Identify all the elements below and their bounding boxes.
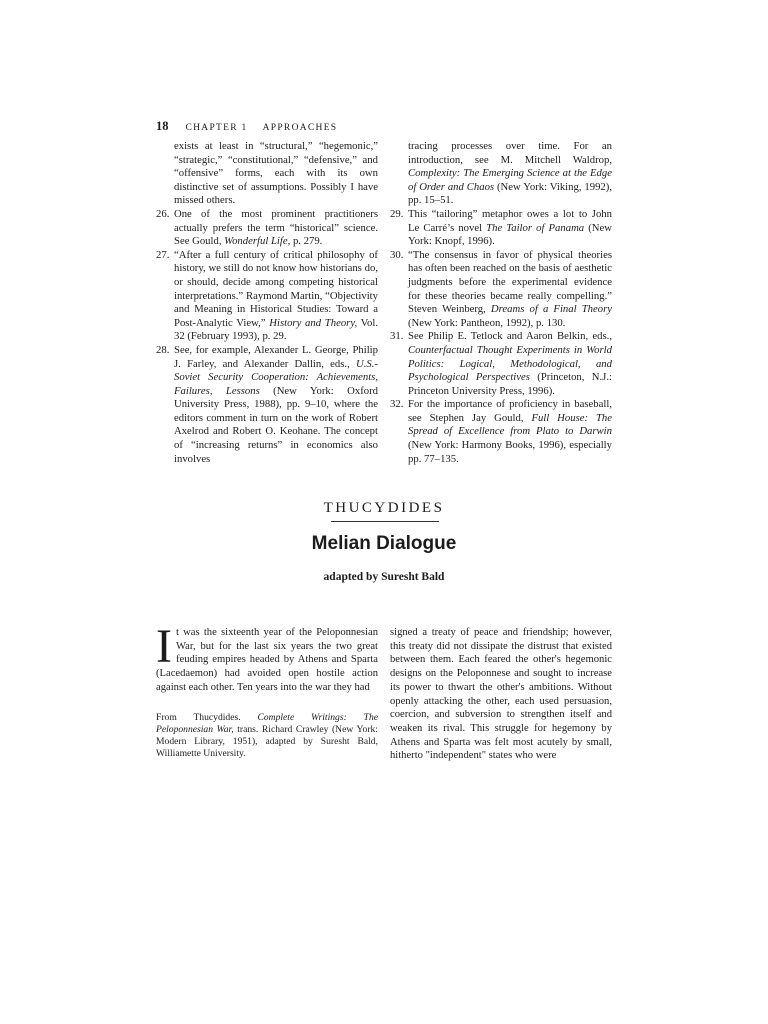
note-29 — [390, 208, 612, 249]
note-text: One of the most prominent practitioners actually prefers the term “historical” science. See Gould, — [174, 207, 378, 248]
note-text: See, for example, Alexander L. George, Philip J. Farley, and Alexander Dallin, eds., — [174, 343, 378, 370]
note-title: U.S.-Soviet Security Cooperation: Achievements, Failures, Lessons — [174, 357, 378, 397]
note-text: (New York: Oxford University Press, 1988), pp. 9–10, where the editors comment in turn on the work of Robert Axelrod and Robert O. Keohane. The concept of “increasing returns” in economics also involves — [174, 384, 379, 465]
note-number: 26. — [156, 207, 170, 220]
note-text: (New York: Viking, 1992), pp. 15–51. — [408, 180, 612, 207]
article-title: Melian Dialogue — [311, 533, 457, 554]
note-text: This “tailoring” metaphor owes a lot to John Le Carré’s novel — [408, 207, 612, 234]
note-number: 27. — [156, 248, 170, 261]
note-28 — [156, 344, 378, 466]
note-25-continuation — [156, 140, 378, 208]
note-number: 31. — [390, 330, 404, 343]
note-text: For the importance of proficiency in baseball, see Stephen Jay Gould, — [408, 398, 612, 424]
note-number: 28. — [156, 343, 170, 356]
note-31 — [390, 330, 612, 398]
drop-cap: I — [156, 620, 172, 673]
author-divider — [331, 521, 439, 522]
note-27 — [156, 249, 378, 344]
note-30 — [390, 249, 612, 331]
section-label: APPROACHES — [262, 123, 338, 133]
body-text: signed a treaty of peace and friendship; however, this treaty did not dissipate the distrust that existed between them. Each feared the other's hegemonic designs on the Peloponnese and sought to increase its power to thwart the other's ambitions. Without openly attacking the other, each used persuasion, coercion, and subversion to strengthen itself and weaken its rival. This struggle for hegemony by Athens and Sparta was felt most acutely by small, hitherto "independent" states who were — [390, 627, 612, 762]
note-text: See Philip E. Tetlock and Aaron Belkin, eds., — [408, 330, 612, 343]
notes-right-column — [390, 140, 612, 466]
note-26 — [156, 208, 378, 249]
note-title: Wonderful Life, — [224, 235, 291, 248]
article-author: THUCYDIDES — [323, 500, 445, 516]
article-body-left — [156, 620, 378, 695]
article-body-right — [390, 626, 612, 763]
note-28-continuation — [390, 140, 612, 208]
note-text: (New York: Harmony Books, 1996), especially pp. 77–135. — [408, 439, 612, 465]
note-title: Dreams of a Final Theory — [490, 303, 612, 316]
body-text: t was the sixteenth year of the Peloponnesian War, but for the last six years the two great feuding empires headed by Athens and Sparta (Lacedaemon) had avoided open hostile action against each other. Ten years into the war they had — [156, 627, 378, 693]
note-text: p. 279. — [290, 235, 323, 248]
note-text: (New York: Pantheon, 1992), p. 130. — [408, 316, 566, 329]
page-number: 18 — [156, 119, 169, 133]
note-text: Vol. 32 (February 1993), p. 29. — [174, 316, 378, 343]
note-number: 32. — [390, 398, 404, 411]
note-number: 30. — [390, 248, 404, 261]
note-title: The Tailor of Panama — [486, 221, 585, 234]
source-note — [156, 712, 378, 760]
note-text: (New York: Knopf, 1996). — [408, 221, 612, 248]
note-text: “The consensus in favor of physical theories has often been reached on the basis of aesthetic judgments before the experimental evidence for these theories became really compelling.” Steven Weinberg, — [408, 248, 612, 316]
note-title: History and Theory, — [269, 316, 358, 329]
notes-left-column — [156, 140, 378, 466]
note-text: “After a full century of critical philosophy of history, we still do not know how historians do, or should, decide among competing historical interpretations.” Raymond Martin, “Objectivity and Meaning in Historical Studies: Toward a Post-Analytic View,” — [174, 248, 378, 329]
chapter-label: CHAPTER 1 — [185, 123, 248, 133]
note-32 — [390, 398, 612, 466]
source-title: Complete Writings: The Peloponnesian War, — [156, 712, 378, 735]
source-text: From Thucydides. — [156, 712, 258, 723]
note-title: Counterfactual Thought Experiments in World Politics: Logical, Methodological, and Psychological Perspectives — [408, 343, 612, 384]
note-text: tracing processes over time. For an introduction, see M. Mitchell Waldrop, — [408, 140, 612, 166]
source-text: trans. Richard Crawley (New York: Modern Library, 1951), adapted by Suresht Bald, Williamette University. — [156, 724, 378, 759]
note-title: Full House: The Spread of Excellence from Plato to Darwin — [408, 411, 613, 438]
note-text: (Princeton, N.J.: Princeton University Press, 1996). — [408, 371, 612, 397]
note-number: 29. — [390, 207, 404, 220]
note-text: exists at least in “structural,” “hegemonic,” “strategic,” “constitutional,” “defensive,” and “offensive” forms, each with its own distinctive set of assumptions. Possibly I have missed others. — [174, 140, 378, 207]
note-title: Complexity: The Emerging Science at the Edge of Order and Chaos — [408, 167, 612, 193]
article-adapted-by: adapted by Suresht Bald — [323, 571, 445, 583]
running-head — [156, 119, 337, 134]
